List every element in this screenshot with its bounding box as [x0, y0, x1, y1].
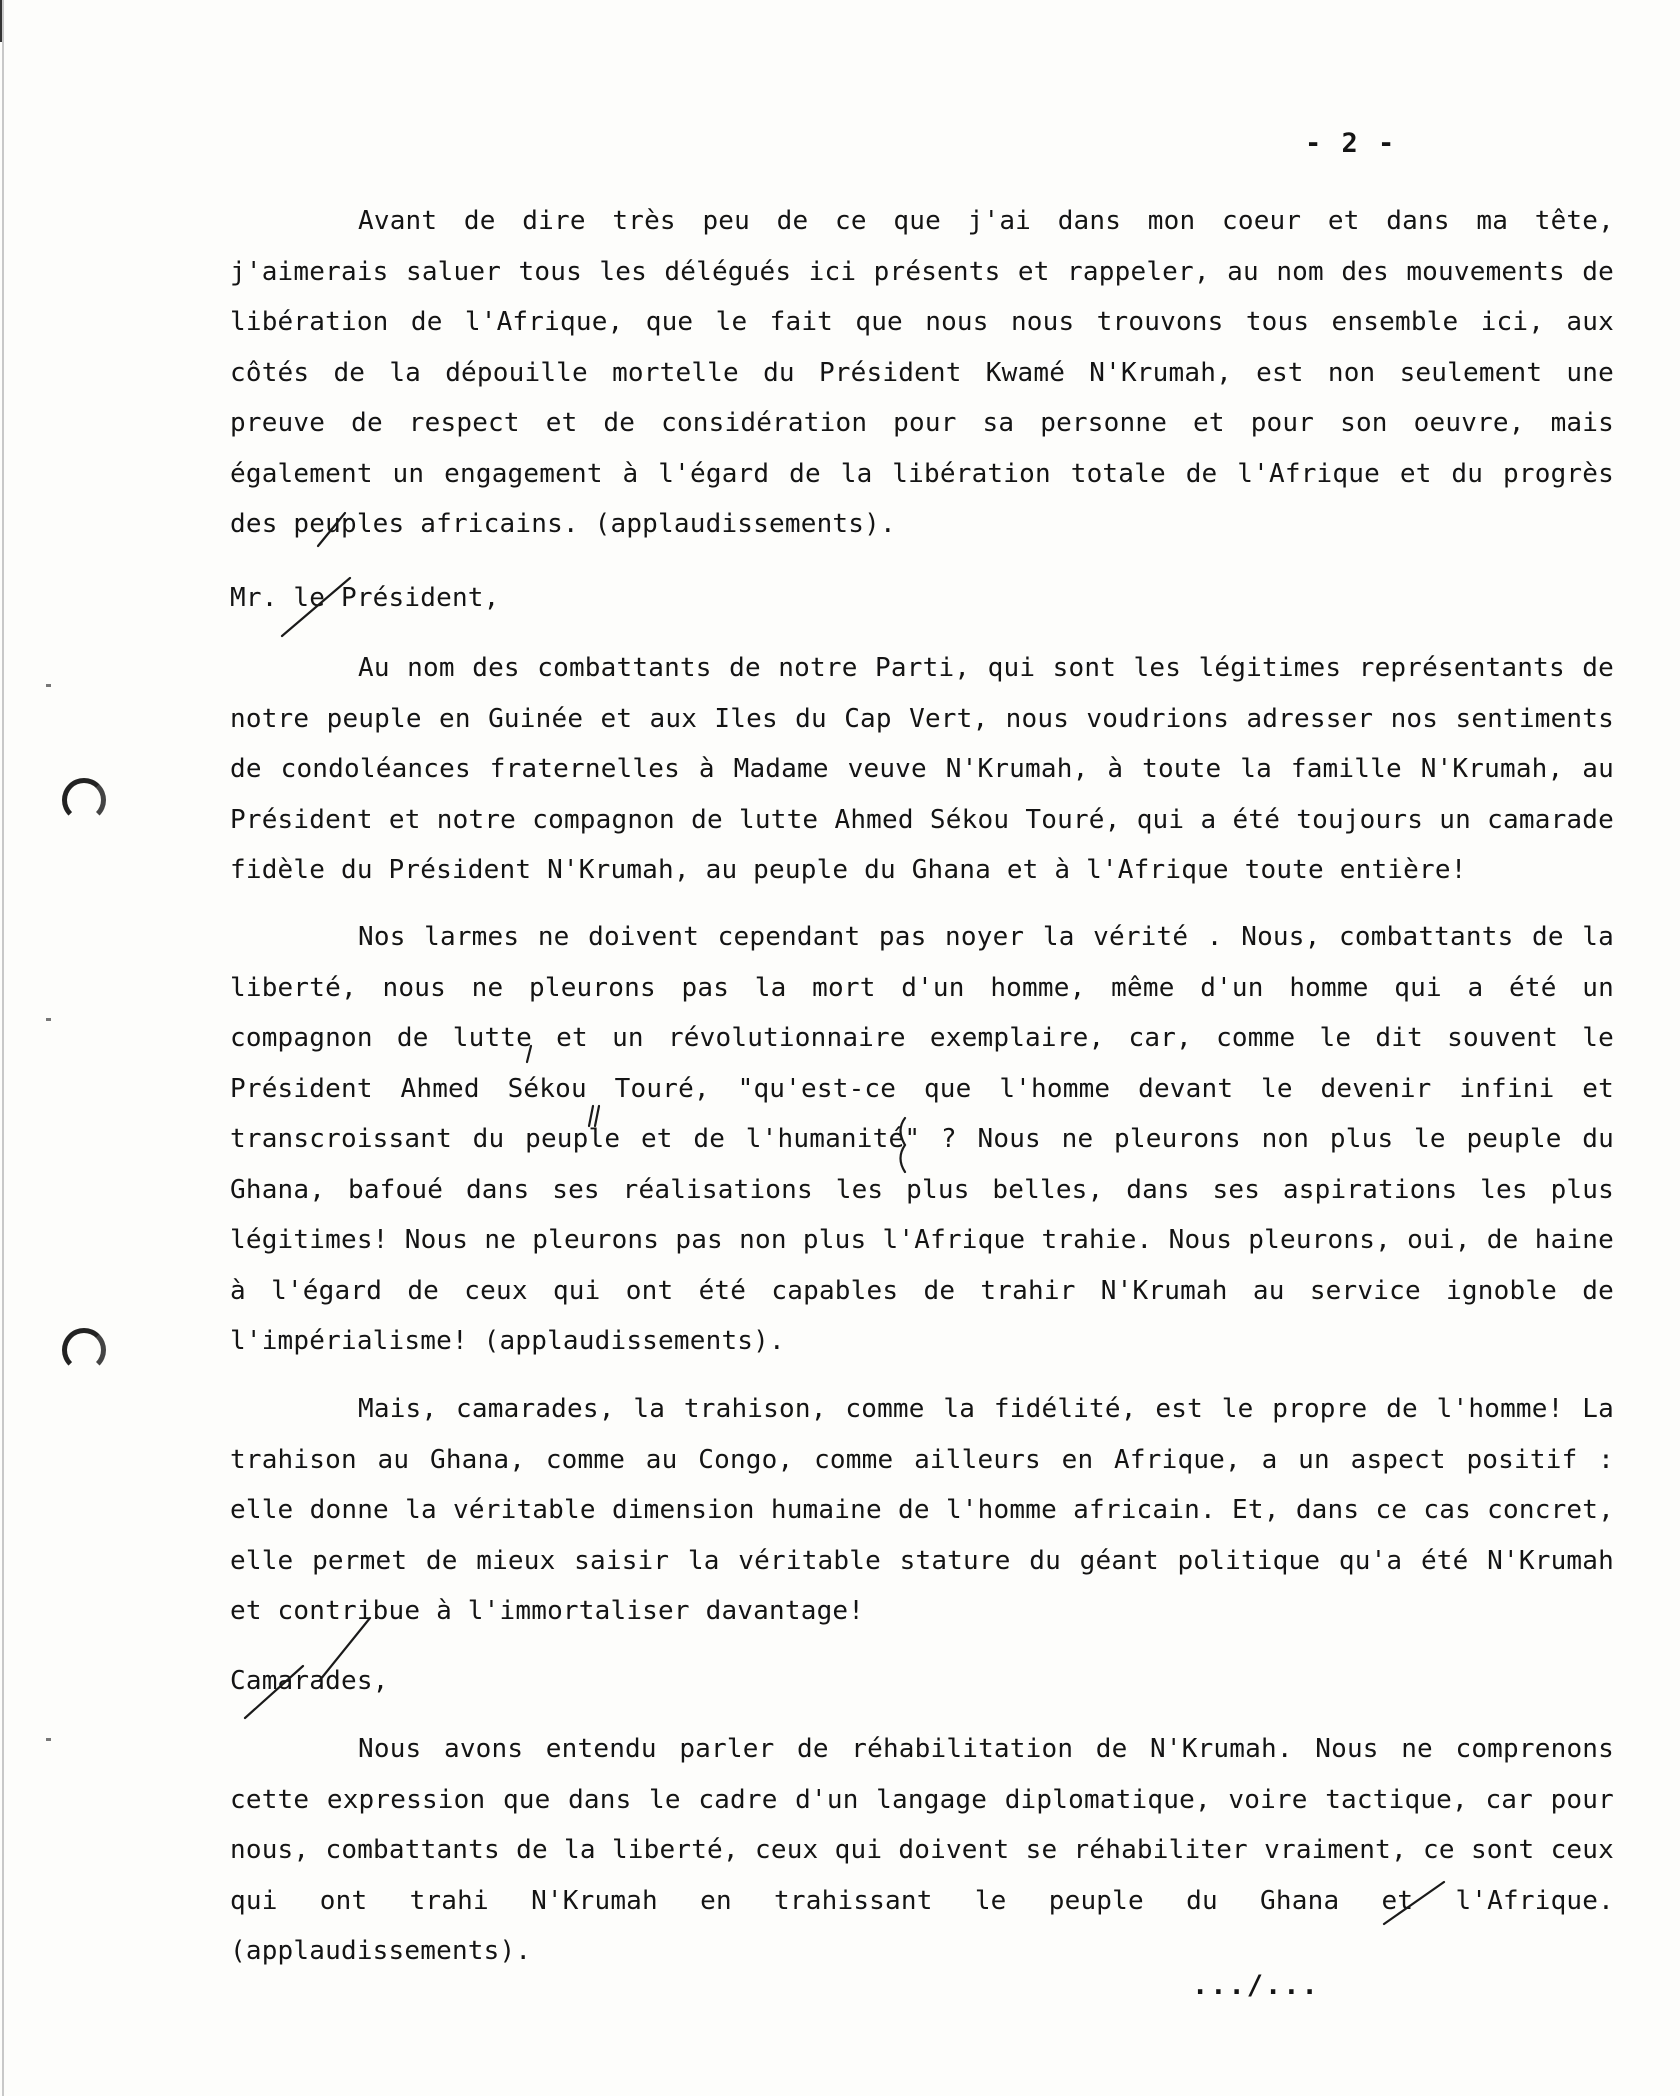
paragraph-betrayal: Mais, camarades, la trahison, comme la fidélité, est le propre de l'homme! La trahison au Ghana, comme au Congo, comme ailleurs en Afrique, a un aspect positif : elle donne la véritable dimension humaine de l'homme africain. Et, dans ce cas concret, elle permet de mieux saisir la véritable stature du géant politique qu'a été N'Krumah et contribue à l'immortaliser davantage!	[230, 1394, 1614, 1626]
punch-hole-upper	[62, 778, 106, 822]
left-margin-edge-mark	[0, 0, 2, 42]
punch-hole-lower	[62, 1328, 106, 1372]
margin-speck	[46, 1738, 51, 1741]
margin-speck	[46, 1018, 51, 1021]
paragraph-condolences: Au nom des combattants de notre Parti, qui sont les légitimes représentants de notre peuple en Guinée et aux Iles du Cap Vert, nous voudrions adresser nos sentiments de condoléances fraternelles à Madame veuve N'Krumah, à toute la famille N'Krumah, au Président et notre compagnon de lutte Ahmed Sékou Touré, qui a été toujours un camarade fidèle du Président N'Krumah, au peuple du Ghana et à l'Afrique toute entière!	[230, 653, 1614, 885]
paragraph-rehabilitation: Nous avons entendu parler de réhabilitation de N'Krumah. Nous ne comprenons cette expression que dans le cadre d'un langage diplomatique, voire tactique, car pour nous, combattants de la liberté, ceux qui doivent se réhabiliter vraiment, ce sont ceux qui ont trahi N'Krumah en trahissant le peuple du Ghana et l'Afrique. (applaudissements).	[230, 1734, 1614, 1966]
left-margin-edge	[2, 0, 4, 2096]
margin-speck	[46, 684, 51, 687]
page-number: - 2 -	[1305, 128, 1397, 159]
paragraph-opening: Avant de dire très peu de ce que j'ai dans mon coeur et dans ma tête, j'aimerais saluer tous les délégués ici présents et rappeler, au nom des mouvements de libération de l'Afrique, que le fait que nous nous trouvons tous ensemble ici, aux côtés de la dépouille mortelle du Président Kwamé N'Krumah, est non seulement une preuve de respect et de considération pour sa personne et pour son oeuvre, mais également un engagement à l'égard de la libération totale de l'Afrique et du progrès des peuples africains. (applaudissements).	[230, 206, 1614, 539]
continuation-mark: .../...	[1192, 1970, 1320, 2001]
paragraph-tears: Nos larmes ne doivent cependant pas noyer la vérité . Nous, combattants de la liberté, nous ne pleurons pas la mort d'un homme, même d'un homme qui a été un compagnon de lutte et un révolutionnaire exemplaire, car, comme le dit souvent le Président Ahmed Sékou Touré, "qu'est-ce que l'homme devant le devenir infini et transcroissant du peuple et de l'humanité" ? Nous ne pleurons non plus le peuple du Ghana, bafoué dans ses réalisations les plus belles, dans ses aspirations les plus légitimes! Nous ne pleurons pas non plus l'Afrique trahie. Nous pleurons, oui, de haine à l'égard de ceux qui ont été capables de trahir N'Krumah au service ignoble de l'impérialisme! (applaudissements).	[230, 922, 1614, 1356]
salutation-president: Mr. le Président,	[230, 583, 500, 613]
salutation-comrades: Camarades,	[230, 1666, 389, 1696]
